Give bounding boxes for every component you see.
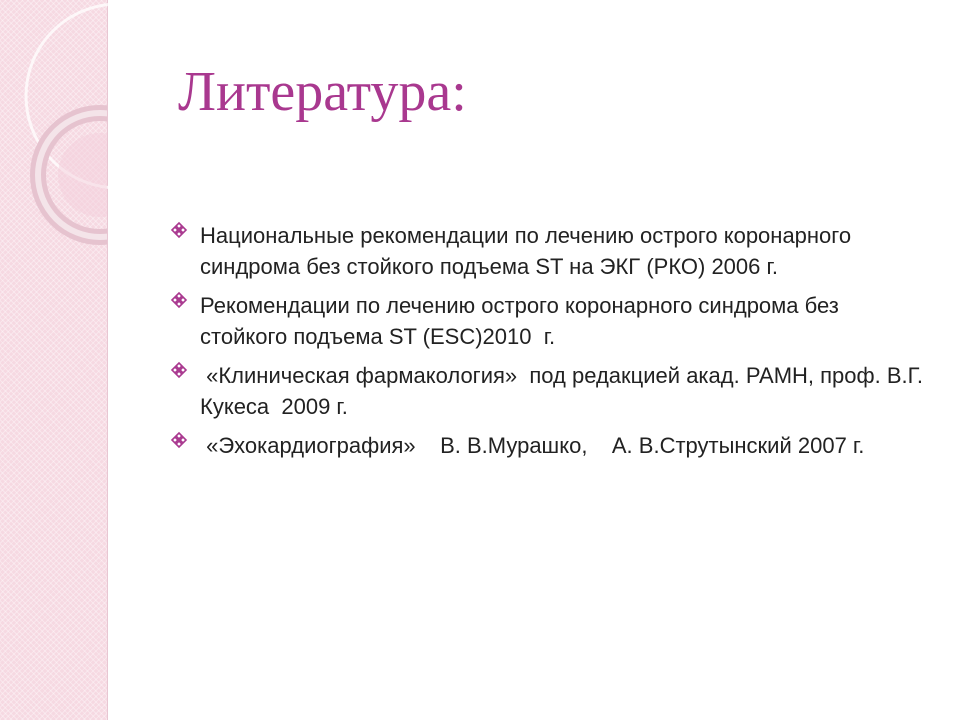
reference-text: «Эхокардиография» В. В.Мурашко, А. В.Струтынский 2007 г.	[200, 433, 865, 458]
reference-item	[170, 360, 930, 422]
diamond-bullet-icon	[170, 221, 188, 239]
slide-title: Литература:	[178, 61, 467, 123]
reference-list	[170, 220, 930, 469]
reference-item	[170, 220, 930, 282]
diamond-bullet-icon	[170, 291, 188, 309]
diamond-bullet-icon	[170, 431, 188, 449]
reference-text: «Клиническая фармакология» под редакцией акад. РАМН, проф. В.Г. Кукеса 2009 г.	[200, 363, 930, 419]
reference-item	[170, 430, 930, 461]
reference-text: Национальные рекомендации по лечению острого коронарного синдрома без стойкого подъема ST на ЭКГ (РКО) 2006 г.	[200, 223, 858, 279]
reference-item	[170, 290, 930, 352]
reference-text: Рекомендации по лечению острого коронарного синдрома без стойкого подъема ST (ESC)2010 г.	[200, 293, 845, 349]
diamond-bullet-icon	[170, 361, 188, 379]
